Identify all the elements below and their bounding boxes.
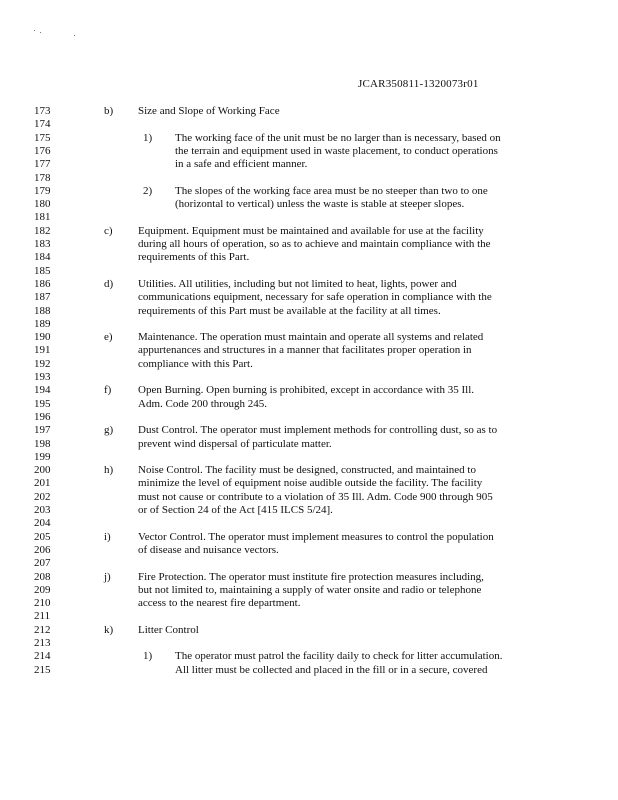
line-number: 198 xyxy=(34,438,51,450)
document-id: JCAR350811-1320073r01 xyxy=(358,78,479,90)
item-label: 2) xyxy=(143,185,153,197)
line-text: The slopes of the working face area must be no steeper than two to one xyxy=(175,185,488,197)
line-number: 211 xyxy=(34,610,51,622)
line-number: 200 xyxy=(34,464,51,476)
line-number: 185 xyxy=(34,265,51,277)
line-number: 187 xyxy=(34,291,51,303)
line-number: 213 xyxy=(34,637,51,649)
item-label: k) xyxy=(104,624,114,636)
line-number: 209 xyxy=(34,584,51,596)
line-text: Fire Protection. The operator must institute fire protection measures including, xyxy=(138,571,484,583)
item-label: d) xyxy=(104,278,114,290)
line-number: 196 xyxy=(34,411,51,423)
line-text: requirements of this Part must be available at the facility at all times. xyxy=(138,305,441,317)
line-number: 210 xyxy=(34,597,51,609)
line-text: access to the nearest fire department. xyxy=(138,597,301,609)
line-number: 190 xyxy=(34,331,51,343)
line-number: 206 xyxy=(34,544,51,556)
line-number: 179 xyxy=(34,185,51,197)
line-number: 174 xyxy=(34,118,51,130)
line-number: 184 xyxy=(34,251,51,263)
item-label: e) xyxy=(104,331,113,343)
line-number: 208 xyxy=(34,571,51,583)
line-number: 186 xyxy=(34,278,51,290)
line-text: Maintenance. The operation must maintain and operate all systems and related xyxy=(138,331,484,343)
line-number: 212 xyxy=(34,624,51,636)
line-number: 201 xyxy=(34,477,51,489)
item-label: j) xyxy=(104,571,111,583)
line-text: Vector Control. The operator must implement measures to control the population xyxy=(138,531,494,543)
item-label: b) xyxy=(104,105,114,117)
line-text: during all hours of operation, so as to achieve and maintain compliance with the xyxy=(138,238,491,250)
line-text: Noise Control. The facility must be designed, constructed, and maintained to xyxy=(138,464,476,476)
line-number: 176 xyxy=(34,145,51,157)
line-number: 177 xyxy=(34,158,51,170)
item-label: g) xyxy=(104,424,114,436)
line-number: 188 xyxy=(34,305,51,317)
item-label: i) xyxy=(104,531,111,543)
line-text: minimize the level of equipment noise audible outside the facility. The facility xyxy=(138,477,483,489)
item-label: c) xyxy=(104,225,113,237)
scan-marks xyxy=(34,30,84,38)
line-number: 189 xyxy=(34,318,51,330)
line-number: 180 xyxy=(34,198,51,210)
line-number: 181 xyxy=(34,211,51,223)
line-text: communications equipment, necessary for safe operation in compliance with the xyxy=(138,291,492,303)
item-label: 1) xyxy=(143,650,153,662)
line-text: All litter must be collected and placed in the fill or in a secure, covered xyxy=(175,664,488,676)
line-number: 175 xyxy=(34,132,51,144)
line-text: Equipment. Equipment must be maintained and available for use at the facility xyxy=(138,225,484,237)
line-text: Dust Control. The operator must implement methods for controlling dust, so as to xyxy=(138,424,498,436)
item-label: h) xyxy=(104,464,114,476)
line-text: (horizontal to vertical) unless the waste is stable at steeper slopes. xyxy=(175,198,465,210)
line-text: Open Burning. Open burning is prohibited, except in accordance with 35 Ill. xyxy=(138,384,475,396)
line-number: 194 xyxy=(34,384,51,396)
line-number: 207 xyxy=(34,557,51,569)
line-text: the terrain and equipment used in waste placement, to conduct operations xyxy=(175,145,498,157)
line-number: 182 xyxy=(34,225,51,237)
line-text: requirements of this Part. xyxy=(138,251,250,263)
line-text: Size and Slope of Working Face xyxy=(138,105,280,117)
line-number: 204 xyxy=(34,517,51,529)
line-text: The working face of the unit must be no larger than is necessary, based on xyxy=(175,132,501,144)
line-number: 197 xyxy=(34,424,51,436)
line-number: 195 xyxy=(34,398,51,410)
item-label: 1) xyxy=(143,132,153,144)
line-number: 215 xyxy=(34,664,51,676)
line-number: 214 xyxy=(34,650,51,662)
line-text: Litter Control xyxy=(138,624,199,636)
line-number: 178 xyxy=(34,172,51,184)
line-text: Utilities. All utilities, including but not limited to heat, lights, power and xyxy=(138,278,457,290)
line-number: 202 xyxy=(34,491,51,503)
item-label: f) xyxy=(104,384,112,396)
line-text: compliance with this Part. xyxy=(138,358,253,370)
line-number: 183 xyxy=(34,238,51,250)
line-text: appurtenances and structures in a manner that facilitates proper operation in xyxy=(138,344,472,356)
line-text: Adm. Code 200 through 245. xyxy=(138,398,267,410)
line-text: in a safe and efficient manner. xyxy=(175,158,308,170)
line-number: 203 xyxy=(34,504,51,516)
line-number: 193 xyxy=(34,371,51,383)
line-number: 191 xyxy=(34,344,51,356)
line-number: 192 xyxy=(34,358,51,370)
line-text: The operator must patrol the facility daily to check for litter accumulation. xyxy=(175,650,503,662)
line-number: 173 xyxy=(34,105,51,117)
line-text: prevent wind dispersal of particulate matter. xyxy=(138,438,332,450)
line-text: or of Section 24 of the Act [415 ILCS 5/24]. xyxy=(138,504,333,516)
line-text: but not limited to, maintaining a supply of water onsite and radio or telephone xyxy=(138,584,482,596)
line-text: of disease and nuisance vectors. xyxy=(138,544,279,556)
line-number: 205 xyxy=(34,531,51,543)
line-number: 199 xyxy=(34,451,51,463)
line-text: must not cause or contribute to a violation of 35 Ill. Adm. Code 900 through 905 xyxy=(138,491,493,503)
